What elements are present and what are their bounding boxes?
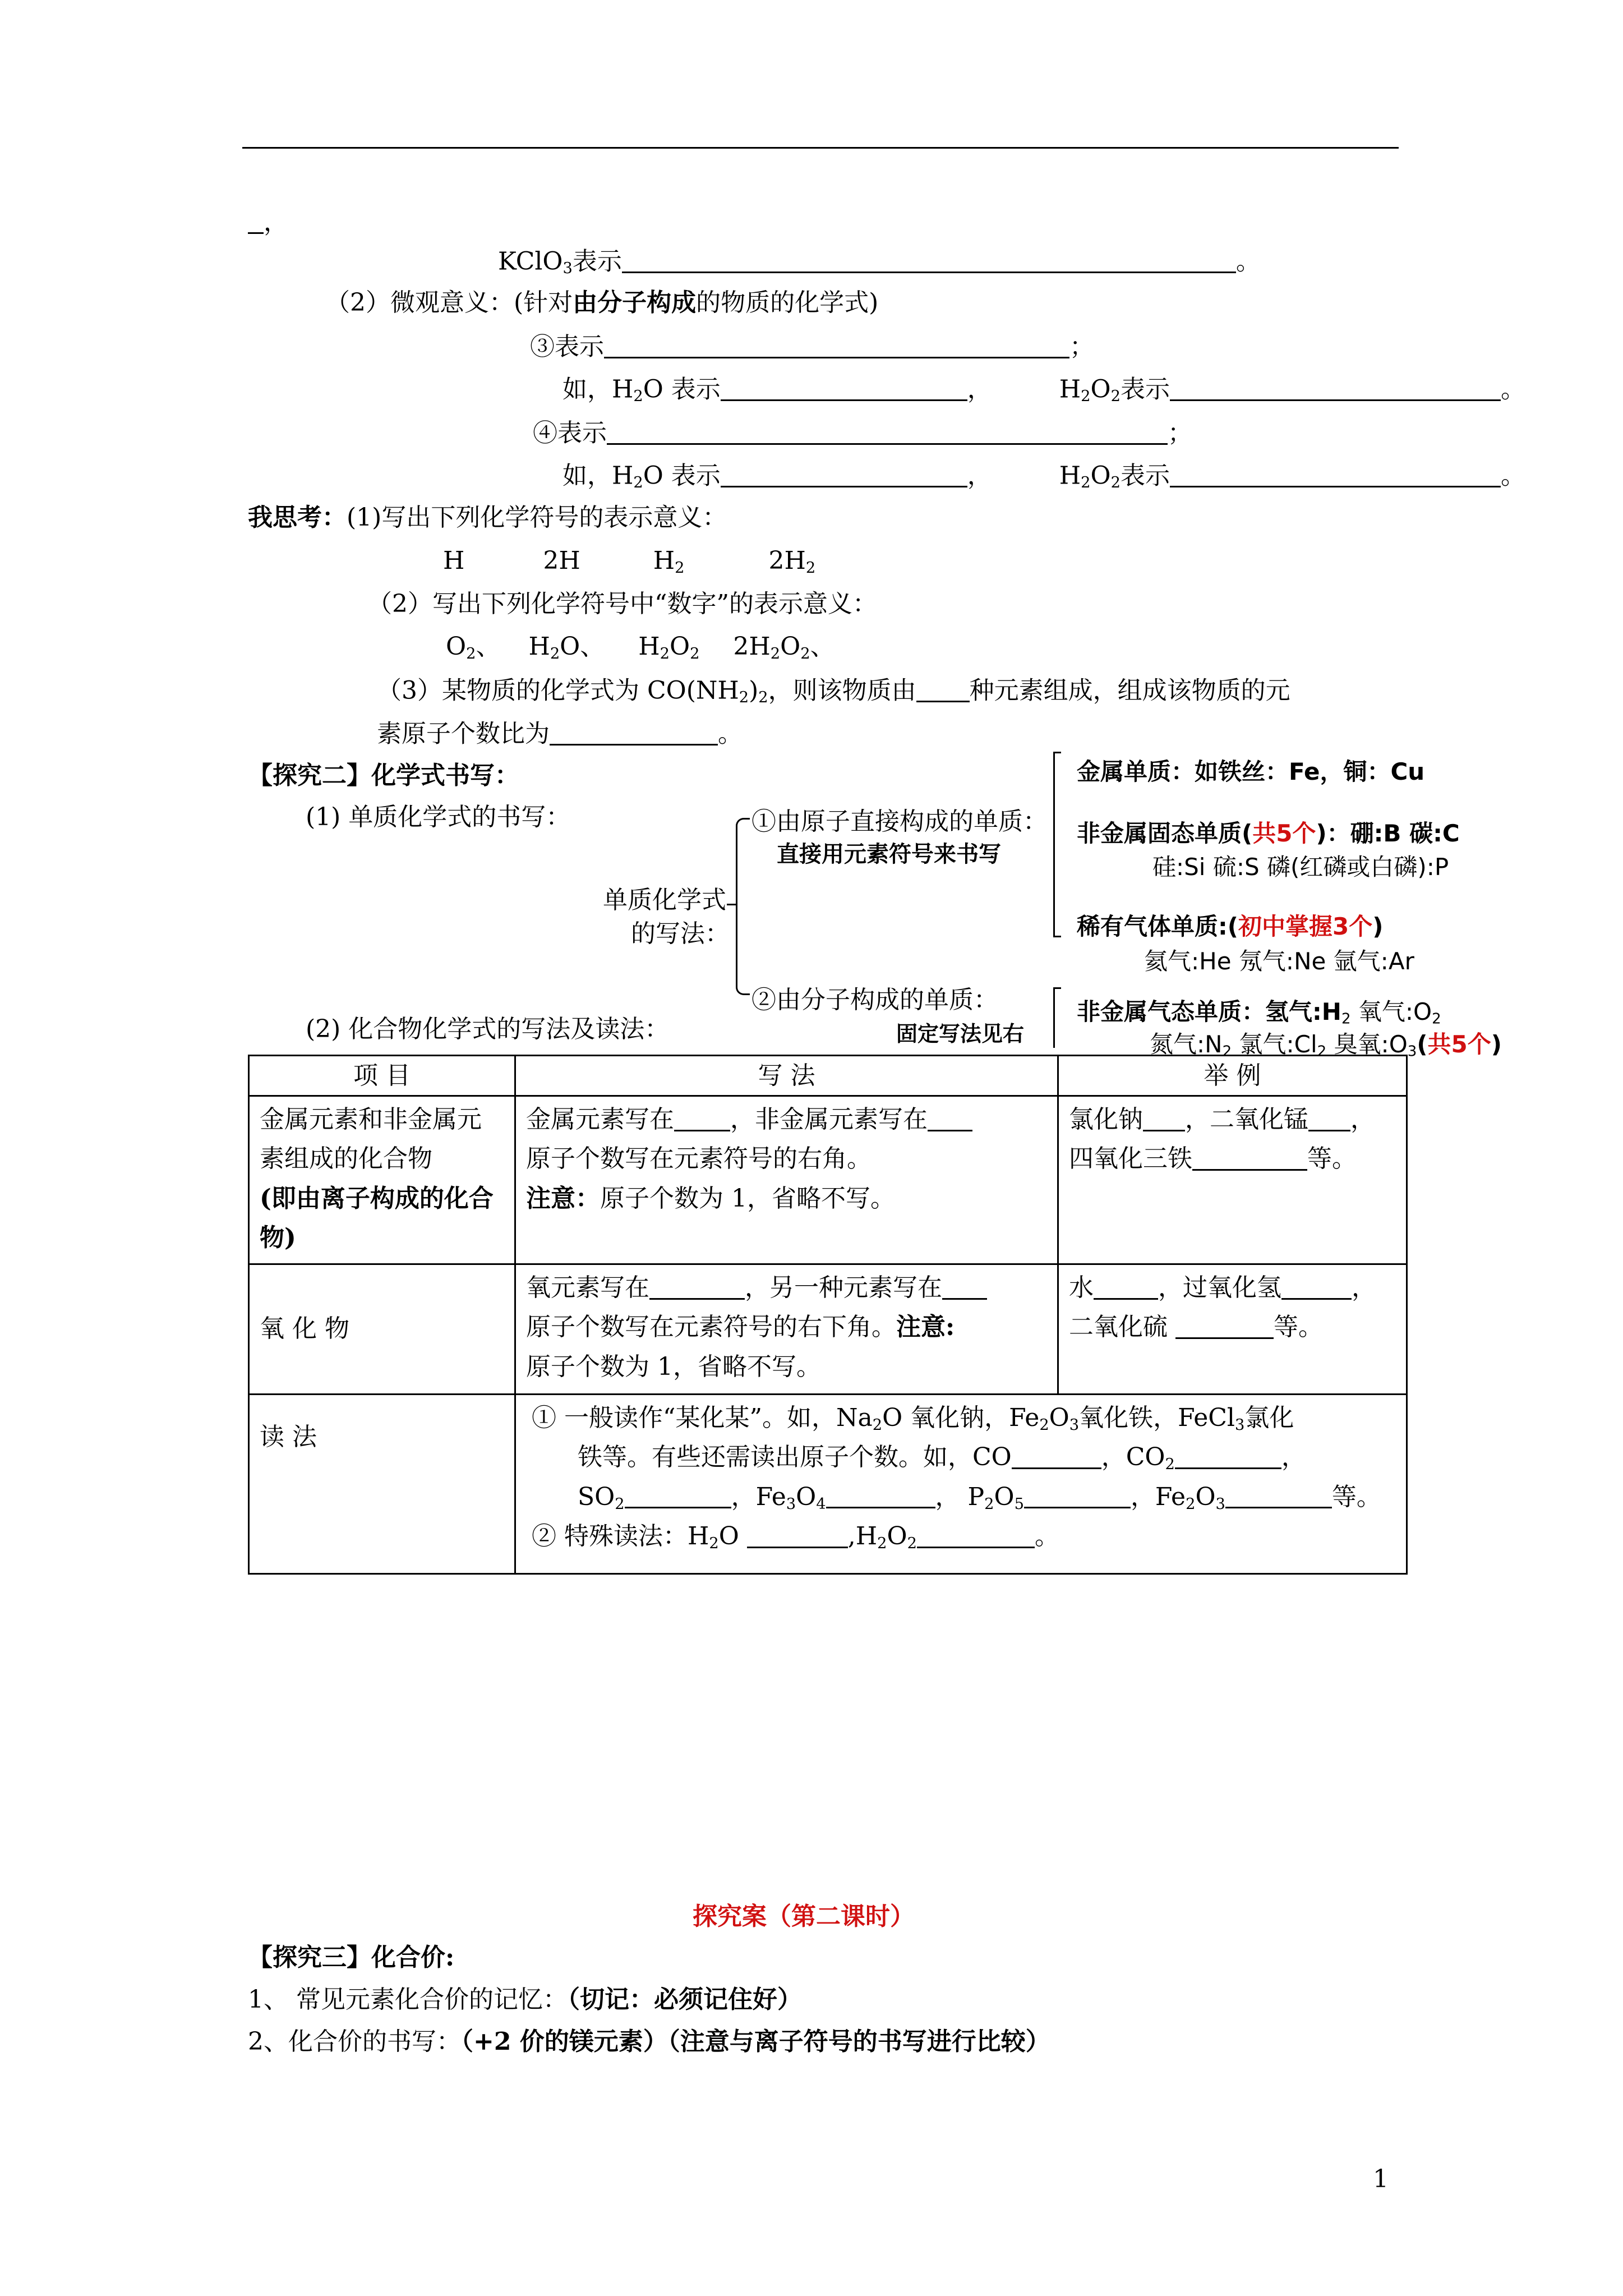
row1-example: 氯化钠 ，二氧化锰 ， 四氧化三铁 等。 — [1058, 1096, 1407, 1264]
think-q1-symbols: H 2H $H_2$ $2H_2$ — [443, 546, 816, 577]
right-bracket-upper-bottom — [1053, 936, 1061, 937]
table-row — [249, 1395, 1407, 1574]
micro-item-4: ④表示 ； — [533, 418, 1192, 448]
page-number: 1 — [1373, 2165, 1389, 2193]
explore3-item2: 2、化合价的书写：（+2 价的镁元素）（注意与离子符号的书写进行比较） — [248, 2027, 1050, 2056]
top-fragment: ， — [248, 208, 288, 237]
explore2-sub2: (2) 化合物化学式的写法及读法： — [306, 1015, 670, 1043]
center-label-1: 单质化学式 — [603, 886, 726, 914]
right-bracket-upper-top — [1053, 752, 1061, 753]
table-header-method: 写 法 — [515, 1056, 1058, 1096]
nonmetal-gas: 非金属气态单质：氢气$:H_2$ 氧气$:O_2$ — [1077, 998, 1441, 1028]
branch1-b: 直接用元素符号来书写 — [777, 841, 1001, 867]
micro-item-4-example: 如，$H_2O$ 表示 ， $H_2O_2$表示 。 — [562, 461, 1525, 492]
row2-example: 水 ，过氧化氢 ， 二氧化硫 等。 — [1058, 1264, 1407, 1395]
row2-item: 氧 化 物 — [249, 1264, 515, 1395]
branch1-a: ①由原子直接构成的单质： — [751, 807, 1048, 836]
noble-gas-cont: 氦气:He 氖气:Ne 氩气:Ar — [1144, 947, 1414, 975]
branch2-a: ②由分子构成的单质： — [751, 986, 998, 1014]
table-row — [249, 1096, 1407, 1264]
explore3-title: 【探究三】化合价: — [248, 1943, 455, 1972]
center-label-2: 的写法： — [631, 919, 730, 948]
compound-formula-table — [248, 1055, 1408, 1575]
row3-item: 读 法 — [249, 1395, 515, 1574]
right-bracket-upper — [1053, 752, 1055, 937]
think-q2: （2）写出下列化学符号中“数字”的表示意义： — [367, 590, 877, 618]
think-q3-cont: 素原子个数比为 。 — [377, 719, 743, 748]
right-bracket-lower — [1053, 987, 1055, 1048]
table-header-row — [249, 1056, 1407, 1096]
row3-method: ① 一般读作“某化某”。如，$Na_2O$ 氧化钠，$Fe_2O_3$氧化铁，FeCl$_3$氯化 铁等。有些还需读出原子个数。如，CO ，$CO_2$ ， $SO_2$ ，$Fe_3O_4$ ， $P_2O_5$ ，$Fe_2O_3$ 等。 ② 特殊读法：$H_2O$ $,H_2O_2$ 。 — [515, 1395, 1407, 1574]
nonmetal-solid: 非金属固态单质(共5个)：硼:B 碳:C — [1077, 820, 1460, 847]
row1-item: 金属元素和非金属元素组成的化合物 (即由离子构成的化合物) — [249, 1096, 515, 1264]
section-title: 探究案（第二课时） — [693, 1902, 915, 1931]
noble-gas: 稀有气体单质:(初中掌握3个) — [1077, 913, 1384, 940]
header-rule — [242, 147, 1399, 149]
micro-meaning-heading: （2）微观意义：(针对由分子构成的物质的化学式) — [325, 288, 879, 317]
think-q2-symbols: $O_2$、 $H_2O$、 $H_2O_2$ $2H_2O_2$、 — [446, 632, 835, 662]
right-bracket-lower-top — [1053, 987, 1061, 989]
table-header-example: 举 例 — [1058, 1056, 1407, 1096]
nonmetal-gas-cont: 氮气$:N_2$ 氯气$:Cl_2$ 臭氧$:O_3$(共5个) — [1150, 1030, 1502, 1060]
row2-method: 氧元素写在 ，另一种元素写在 原子个数写在元素符号的右下角。注意: 原子个数为 1，省略不写。 — [515, 1264, 1058, 1395]
table-row — [249, 1264, 1407, 1395]
kclo3-line: KClO$_3$表示 。 — [498, 247, 1261, 278]
metal-elements: 金属单质：如铁丝：Fe，铜：Cu — [1077, 758, 1425, 785]
table-header-item: 项 目 — [249, 1056, 515, 1096]
think-q3: （3）某物质的化学式为 $CO(NH_2)_2$，则该物质由 种元素组成，组成该物质的元 — [377, 676, 1290, 707]
micro-item-3-example: 如，$H_2O$ 表示 ， $H_2O_2$表示 。 — [562, 375, 1525, 406]
row1-method: 金属元素写在 ，非金属元素写在 原子个数写在元素符号的右角。 注意：原子个数为 1，省略不写。 — [515, 1096, 1058, 1264]
explore2-sub1: (1) 单质化学式的书写： — [306, 803, 571, 831]
explore2-title: 【探究二】化学式书写： — [248, 761, 519, 790]
think-q1: 我思考：(1)写出下列化学符号的表示意义： — [248, 503, 727, 532]
main-brace — [736, 818, 750, 995]
nonmetal-solid-cont: 硅:Si 硫:S 磷(红磷或白磷):P — [1152, 853, 1449, 881]
micro-item-3: ③表示 ； — [530, 332, 1094, 361]
explore3-item1: 1、 常见元素化合价的记忆：（切记：必须记住好） — [248, 1985, 802, 2014]
main-brace-tip — [727, 904, 737, 905]
branch2-b: 固定写法见右 — [896, 1022, 1025, 1046]
